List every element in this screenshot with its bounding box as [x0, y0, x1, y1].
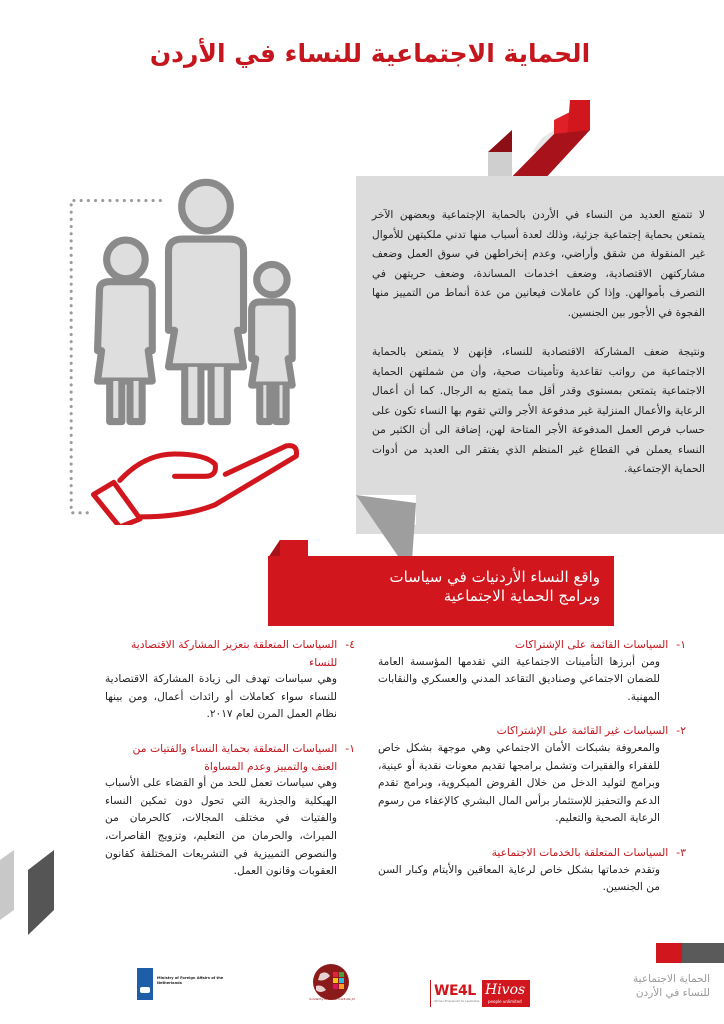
policy-heading — [378, 722, 686, 740]
policy-body: وهي سياسات تهدف الى زيادة المشاركة الاقتصادية للنساء سواء كعاملات أو رائدات أعمال، ومن بينها نظام العمل المرن لعام ٢٠١٧. — [105, 673, 337, 721]
policy-body: وهي سياسات تعمل للحد من أو القضاء على الأسباب الهيكلية والجذرية التي تحول دون تمكين النساء والفتيات في مختلف المجالات، كالحرمان من الميراث، والحرمان من التعليم، وتزويج القاصرات، والنصوص التمييزية في التشريعات المختلفة كقانون العقوبات وقانون العمل. — [105, 777, 337, 878]
policy-heading — [105, 740, 355, 775]
family-icon — [60, 160, 350, 525]
policy-body: وتقدم خدماتها بشكل خاص لرعاية المعاقين والأيتام وكبار السن من الجنسين. — [378, 863, 660, 894]
policy-list-left — [105, 636, 355, 897]
policy-number: ٢- — [676, 724, 686, 738]
netherlands-logo-text: Ministry of Foreign Affairs of the Netherlands — [157, 976, 224, 985]
policy-number: ٤- — [345, 638, 355, 651]
section-banner-title — [280, 568, 600, 606]
open-hand-icon — [93, 446, 296, 525]
footer-caption-line-1: الحماية الاجتماعية — [633, 973, 710, 985]
footer-accent-red — [656, 943, 682, 963]
hivos-logo — [482, 980, 530, 1007]
netherlands-emblem-icon — [137, 968, 153, 1000]
intro-paragraph: لا تتمتع العديد من النساء في الأردن بالحماية الإجتماعية وبعضهن الآخر يتمتعن بحماية إجتماعية جزئية، وذلك لعدة أسباب منها تدني ملكيتهن للأموال غير المنقولة من شقق وأراضي، وعدم إنخراطهن في سوق العمل وضعف مشاركتهن الاقتصادية، وضعف اخدمات المساندة، وضعف حريتهن في التصرف بأموالهن. وإذا كن عاملات فيعانين من عدة أنماط من التمييز منها الفجوة في الأجور بين الجنسين. — [372, 209, 705, 319]
footer-accent-gray — [682, 943, 724, 963]
policy-item — [105, 636, 355, 724]
footer-caption-line-2: للنساء في الأردن — [635, 987, 710, 999]
solidarity-logo-text: Solidarity is Global Institute JO — [309, 997, 355, 1001]
decorative-parallelograms — [0, 840, 60, 940]
policy-body: ومن أبرزها التأمينات الاجتماعية التي تقدمها المؤسسة العامة للضمان الاجتماعي وصناديق التقاعد المدني والعسكري والنقابات المهنية. — [378, 655, 660, 703]
policy-item — [105, 740, 355, 881]
policy-item — [378, 722, 686, 828]
policy-heading-text: السياسات القائمة على الإشتراكات — [514, 638, 669, 651]
intro-text — [372, 206, 705, 500]
banner-line-2: وبرامج الحماية الاجتماعية — [443, 587, 600, 605]
policy-heading-text: السياسات المتعلقة بتعزيز المشاركة الاقتصادية للنساء — [130, 638, 338, 669]
policy-heading-text: السياسات غير القائمة على الإشتراكات — [496, 724, 669, 738]
footer-caption — [590, 972, 710, 1000]
policy-item — [378, 636, 686, 706]
we4l-logo-subtext: Women Empowered for Leadership — [434, 1000, 480, 1003]
policy-list-right — [378, 636, 686, 913]
hivos-logo-subtext: people unlimited — [488, 999, 522, 1004]
policy-heading — [378, 844, 686, 862]
policy-number: ١- — [345, 741, 355, 755]
netherlands-ministry-logo — [137, 968, 237, 996]
policy-number: ١- — [676, 638, 686, 651]
policy-heading — [105, 636, 355, 671]
policy-item — [378, 844, 686, 897]
we4l-logo-text: WE4L — [434, 983, 476, 999]
banner-line-1: واقع النساء الأردنيات في سياسات — [389, 568, 600, 586]
we4l-logo — [430, 980, 483, 1007]
policy-heading-text: السياسات المتعلقة بحماية النساء والفتيات من العنف والتمييز وعدم المساواة — [132, 741, 338, 773]
policy-heading-text: السياسات المتعلقة بالخدمات الاجتماعية — [491, 845, 669, 859]
policy-number: ٣- — [676, 845, 686, 859]
page-title: الحماية الاجتماعية للنساء في الأردن — [149, 39, 591, 68]
policy-heading — [378, 636, 686, 654]
hivos-logo-text: Hivos — [485, 982, 526, 998]
intro-paragraph: ونتيجة ضعف المشاركة الاقتصادية للنساء، فإنهن لا يتمتعن بالحماية الاجتماعية من رواتب تقاعدية وتأمينات صحية، وأن من شملتهن الحماية الاجتماعية يتمتعن بمستوى وقدر أقل مما يتمتع به الرجال. كما أن أعمال الرعاية والأعمال المنزلية غير مدفوعة الأجر والتي تقوم بها النساء تكون على حساب فرص العمل المدفوعة الأجر المتاحة لهن، إضافة الى أن الكثير من النساء يعملن في القطاع غير المنظم الذي يفتقر الى العديد من أدوات الحماية الإجتماعية. — [372, 346, 705, 475]
we4l-hivos-logo — [430, 980, 528, 1007]
policy-body: والمعروفة بشبكات الأمان الاجتماعي وهي موجهة بشكل خاص للفقراء والفقيرات وتشمل برامجها تقديم معونات نقدية أو عينية، وبرامج لتوليد الدخل من خلال القروض الميكروية، وبرامج تقدم الدعم والتحفيز للإستثمار برأس المال البشري كالإعفاء من رسوم الرعاية الصحية والتعليم. — [378, 741, 660, 825]
